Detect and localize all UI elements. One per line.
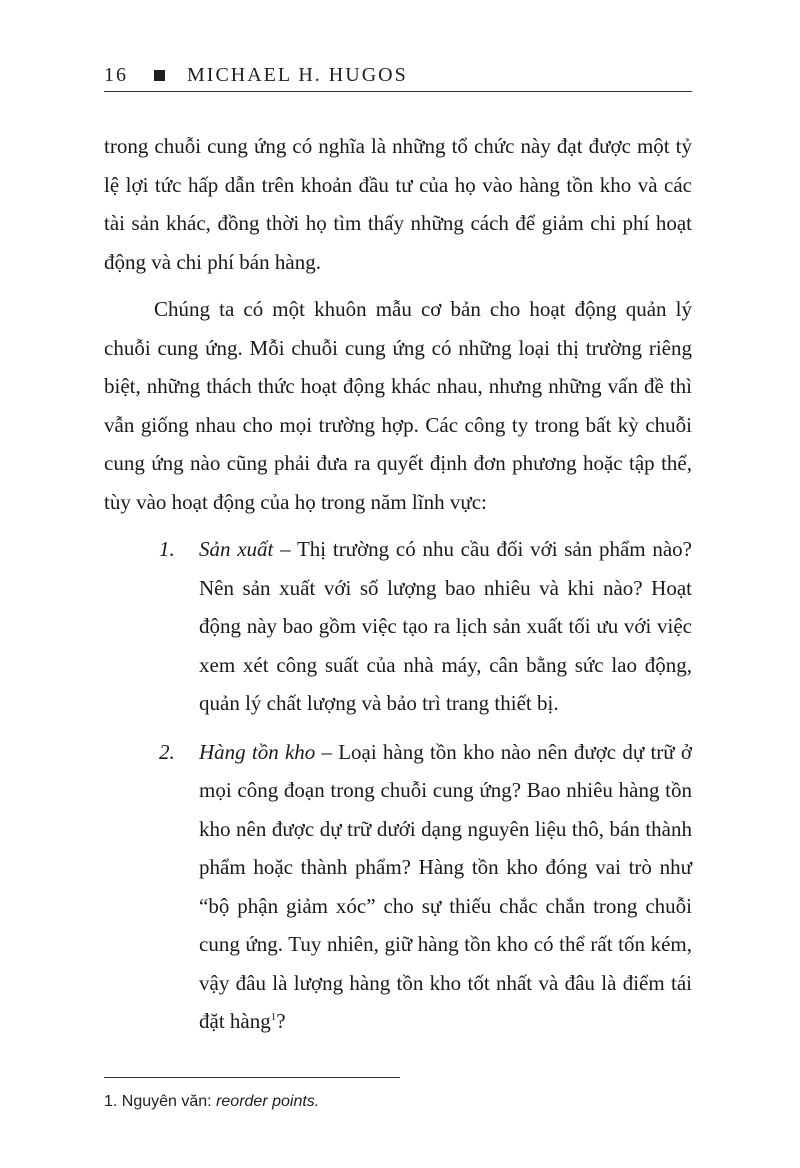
header-divider <box>104 91 692 92</box>
running-header <box>104 64 692 87</box>
page-number: 16 <box>104 64 128 86</box>
list-item <box>104 733 692 1041</box>
list-text: – Loại hàng tồn kho nào nên được dự trữ ở mọi công đoạn trong chuỗi cung ứng? Bao nhiêu hàng tồn kho nên được dự trữ dưới dạng nguyên liệu thô, bán thành phẩm hoặc thành phẩm? Hàng tồn kho đóng vai trò như “bộ phận giảm xóc” cho sự thiếu chắc chắn trong chuỗi cung ứng. Tuy nhiên, giữ hàng tồn kho có thể rất tốn kém, vậy đâu là lượng hàng tồn kho tốt nhất và đâu là điểm tái đặt hàng <box>199 739 692 1033</box>
footnote-text: reorder points. <box>216 1093 320 1110</box>
list-text-end: ? <box>276 1009 286 1033</box>
list-number: 1. <box>159 537 175 561</box>
list-term: Sản xuất <box>199 537 274 561</box>
paragraph: Chúng ta có một khuôn mẫu cơ bản cho hoạt động quản lý chuỗi cung ứng. Mỗi chuỗi cung ứng có những loại thị trường riêng biệt, những thách thức hoạt động khác nhau, nhưng những vấn đề thì vẫn giống nhau cho mọi trường hợp. Các công ty trong bất kỳ chuỗi cung ứng nào cũng phải đưa ra quyết định đơn phương hoặc tập thể, tùy vào hoạt động của họ trong năm lĩnh vực: <box>104 297 692 514</box>
author-name: MICHAEL H. HUGOS <box>187 64 408 86</box>
list-item <box>104 530 692 723</box>
numbered-list <box>104 530 692 1041</box>
footnote-divider <box>104 1077 400 1078</box>
footnote <box>104 1093 692 1111</box>
body-text <box>104 127 692 1051</box>
paragraph: trong chuỗi cung ứng có nghĩa là những tổ chức này đạt được một tỷ lệ lợi tức hấp dẫn trên khoản đầu tư của họ vào hàng tồn kho và các tài sản khác, đồng thời họ tìm thấy những cách để giảm chi phí hoạt động và chi phí bán hàng. <box>104 134 692 274</box>
square-bullet-icon <box>154 70 165 81</box>
footnote-reference[interactable]: 1 <box>270 1011 277 1023</box>
footnote-prefix: 1. Nguyên văn: <box>104 1093 217 1110</box>
list-term: Hàng tồn kho <box>199 739 316 764</box>
list-text: – Thị trường có nhu cầu đối với sản phẩm nào? Nên sản xuất với số lượng bao nhiêu và khi nào? Hoạt động này bao gồm việc tạo ra lịch sản xuất tối ưu với việc xem xét công suất của nhà máy, cân bằng sức lao động, quản lý chất lượng và bảo trì trang thiết bị. <box>199 537 693 715</box>
list-number: 2. <box>159 739 175 764</box>
